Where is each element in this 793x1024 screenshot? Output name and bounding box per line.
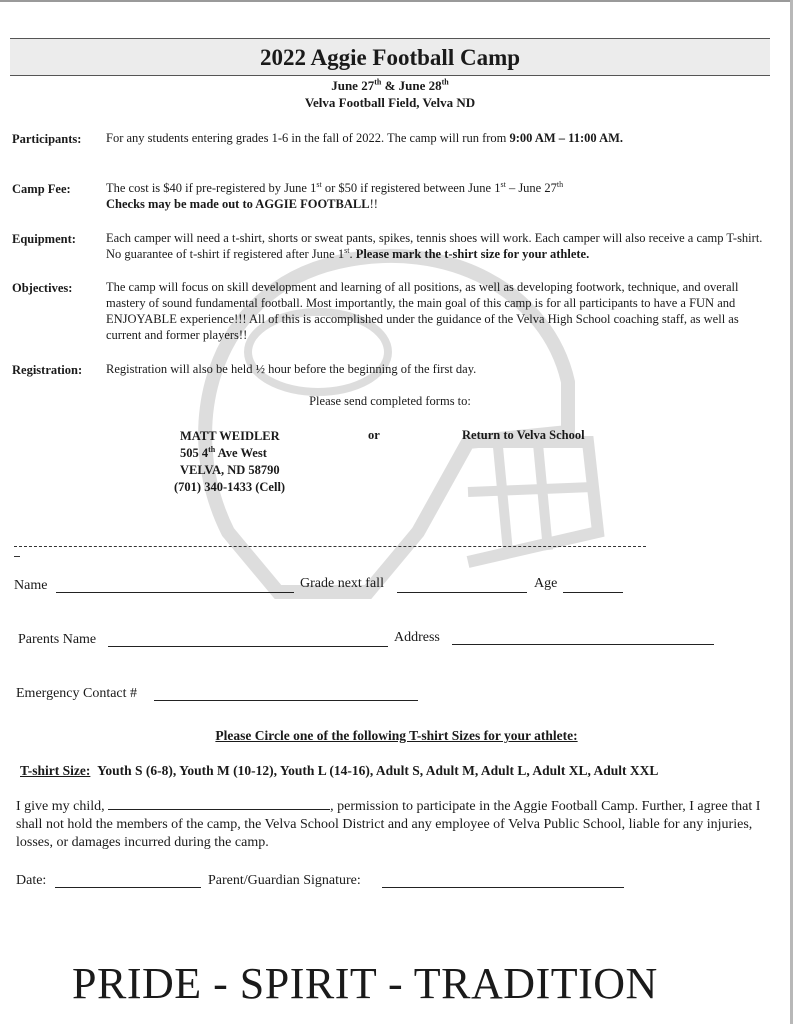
camp-fee-label: Camp Fee: [12, 182, 71, 196]
address-label: Address [394, 630, 440, 645]
consent-statement: I give my child, , permission to participate in the Aggie Football Camp. Further, I agree that I shall not hold the members of the camp, the Velva School District and any employee of Velva Public School, liable for any injuries, losses, or damages incurred during the camp. [16, 799, 761, 850]
camp-dates: June 27th & June 28th [331, 77, 449, 93]
registration-text: Registration will also be held ½ hour before the beginning of the first day. [106, 362, 477, 376]
tshirt-instruction: Please Circle one of the following T-shirt Sizes for your athlete: [215, 728, 578, 743]
page-top-edge [0, 0, 793, 2]
mailing-address [174, 428, 285, 496]
or-separator: or [368, 428, 380, 442]
objectives-label: Objectives: [12, 281, 73, 295]
cut-line-mark [14, 556, 20, 557]
signature-label: Parent/Guardian Signature: [208, 873, 361, 888]
parents-name-field[interactable] [108, 632, 388, 647]
camp-location: Velva Football Field, Velva ND [304, 95, 476, 110]
age-label: Age [534, 576, 558, 591]
footer-motto: PRIDE - SPIRIT - TRADITION [72, 959, 658, 1008]
age-field[interactable] [563, 578, 623, 593]
contact-name: MATT WEIDLER [180, 429, 280, 443]
return-to-school: Return to Velva School [462, 428, 585, 442]
child-name-field[interactable] [108, 797, 330, 810]
camp-fee-text: The cost is $40 if pre-registered by June 1st or $50 if registered between June 1st – June 27th Checks may be made out to AGGIE FOOTBALL!! [106, 179, 564, 211]
address-field[interactable] [452, 630, 714, 645]
participants-label: Participants: [12, 132, 82, 146]
registration-label: Registration: [12, 363, 83, 377]
signature-field[interactable] [382, 873, 624, 888]
objectives-text: The camp will focus on skill development and learning of all positions, as well as developing footwork, technique, and overall mastery of sound fundamental football. Most importantly, the main goal of this camp is for all participants to have a FUN and ENJOYABLE experience!!! All of this is accomplished under the guidance of the Velva High School coaching staff, as well as current and former players!! [106, 280, 739, 342]
street-address: 505 4th Ave West [180, 444, 267, 460]
equipment-text: Each camper will need a t-shirt, shorts or sweat pants, spikes, tennis shoes will work. Each camper will also receive a camp T-shirt. No guarantee of t-shirt if registered after June 1st. Please mark the t-shirt size for your athlete. [106, 231, 763, 261]
date-field[interactable] [55, 873, 201, 888]
tshirt-size-label: T-shirt Size: [20, 763, 91, 778]
grade-label: Grade next fall [300, 576, 384, 591]
tshirt-size-options[interactable]: Youth S (6-8), Youth M (10-12), Youth L (14-16), Adult S, Adult M, Adult L, Adult XL, Adult XXL [97, 763, 659, 778]
emergency-contact-label: Emergency Contact # [16, 686, 138, 701]
phone-number: (701) 340-1433 (Cell) [174, 480, 286, 494]
emergency-contact-field[interactable] [154, 686, 418, 701]
tshirt-sizes[interactable] [20, 763, 658, 779]
page-title: 2022 Aggie Football Camp [259, 45, 521, 70]
name-field[interactable] [56, 578, 294, 593]
parents-name-label: Parents Name [18, 632, 97, 647]
send-forms-intro: Please send completed forms to: [309, 394, 471, 408]
participants-text: For any students entering grades 1-6 in the fall of 2022. The camp will run from 9:00 AM – 11:00 AM. [106, 131, 624, 145]
equipment-label: Equipment: [12, 232, 76, 246]
name-label: Name [14, 578, 48, 593]
date-label: Date: [16, 873, 47, 888]
grade-field[interactable] [397, 578, 527, 593]
cut-line [14, 546, 646, 547]
city-state-zip: VELVA, ND 58790 [180, 463, 280, 477]
